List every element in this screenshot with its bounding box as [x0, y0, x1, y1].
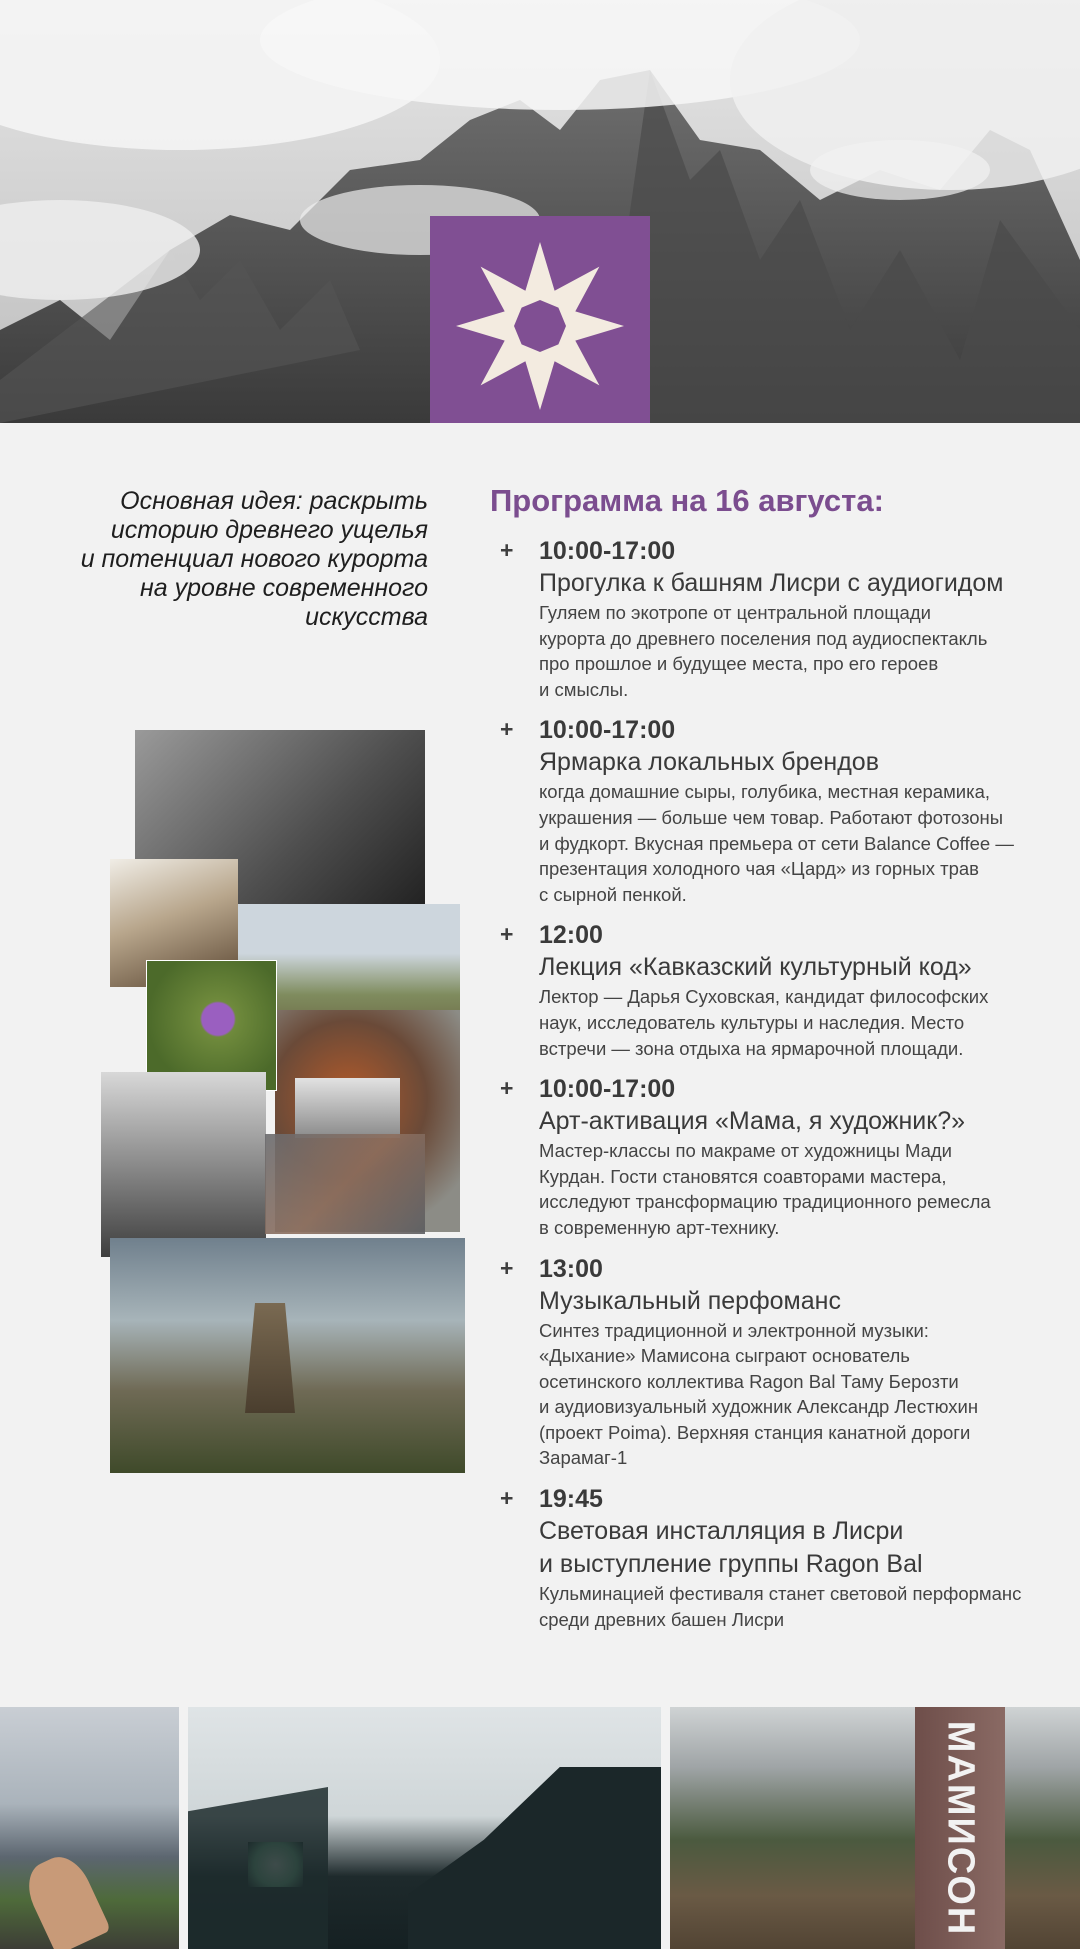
event-title: Арт-активация «Мама, я художник?»	[539, 1107, 966, 1136]
baskets-market-photo	[101, 1072, 266, 1257]
event-desc-line: Лектор — Дарья Суховская, кандидат философских	[539, 986, 989, 1008]
program-title: Программа на 16 августа:	[490, 483, 884, 518]
event-time: 10:00-17:00	[539, 1075, 676, 1104]
idea-line: на уровне современного	[140, 574, 428, 602]
program-event	[490, 535, 1070, 702]
program-event	[490, 919, 1070, 1061]
event-description	[539, 1318, 1070, 1472]
mountain-valley-hand-photo	[0, 1707, 179, 1949]
event-desc-line: встречи — зона отдыха на ярмарочной площади.	[539, 1037, 964, 1059]
event-desc-line: осетинского коллектива Ragon Bal Таму Берозти	[539, 1370, 959, 1392]
event-desc-line: в современную арт-технику.	[539, 1216, 780, 1238]
logo-badge	[430, 216, 650, 423]
event-title: Световая инсталляция в Лисри	[539, 1517, 904, 1546]
hero-mountain-photo	[0, 0, 1080, 423]
stone-texture-photo	[265, 1134, 425, 1234]
idea-line: и потенциал нового курорта	[80, 545, 428, 573]
plus-icon: +	[500, 716, 514, 743]
building-silhouette	[408, 1767, 661, 1949]
program-event	[490, 714, 1070, 907]
mamison-flag	[915, 1707, 1005, 1949]
event-time: 12:00	[539, 921, 603, 950]
plus-icon: +	[500, 921, 514, 948]
event-title: Музыкальный перфоманс	[539, 1286, 841, 1315]
event-desc-line: и смыслы.	[539, 678, 629, 700]
event-desc-line: исследуют трансформацию традиционного ремесла	[539, 1191, 991, 1213]
main-idea-text	[70, 487, 428, 632]
event-desc-line: презентация холодного чая «Цард» из горных трав	[539, 858, 979, 880]
event-desc-line: и фудкорт. Вкусная премьера от сети Balance Coffee —	[539, 832, 1014, 854]
event-desc-line: Синтез традиционной и электронной музыки:	[539, 1319, 929, 1341]
event-description	[539, 1138, 1070, 1240]
event-desc-line: Мастер-классы по макраме от художницы Мади	[539, 1140, 953, 1162]
idea-line: Основная идея: раскрыть	[120, 487, 428, 515]
mamison-flag-text: МАМИСОН	[939, 1720, 982, 1936]
event-desc-line: наук, исследователь культуры и наследия. Место	[539, 1011, 965, 1033]
event-desc-line: курорта до древнего поселения под аудиоспектакль	[539, 627, 988, 649]
event-desc-line: (проект Poima). Верхняя станция канатной дороги	[539, 1421, 971, 1443]
event-description	[539, 779, 1070, 907]
event-title: Прогулка к башням Лисри с аудиогидом	[539, 569, 1004, 597]
plus-icon: +	[500, 537, 514, 563]
event-desc-line: Кульминацией фестиваля станет световой перформанс	[539, 1583, 1022, 1605]
event-desc-line: и аудиовизуальный художник Александр Лестюхин	[539, 1396, 979, 1418]
modern-buildings-photo	[188, 1707, 661, 1949]
idea-line: историю древнего ущелья	[110, 516, 428, 544]
event-desc-line: среди древних башен Лисри	[539, 1608, 785, 1630]
plus-icon: +	[500, 1075, 514, 1102]
program-event	[490, 1483, 1070, 1632]
event-desc-line: когда домашние сыры, голубика, местная керамика,	[539, 781, 991, 803]
program-section	[490, 483, 1070, 1644]
event-desc-line: Зарамаг-1	[539, 1447, 628, 1469]
event-time: 10:00-17:00	[539, 716, 676, 745]
event-description	[539, 984, 1070, 1061]
event-desc-line: Гуляем по экотропе от центральной площади	[539, 602, 931, 623]
program-event	[490, 1073, 1070, 1240]
event-desc-line: украшения — больше чем товар. Работают фотозоны	[539, 806, 1004, 828]
event-desc-line: про прошлое и будущее места, про его героев	[539, 653, 939, 675]
raised-hand	[19, 1849, 111, 1949]
event-desc-line: «Дыхание» Мамисона сыграют основатель	[539, 1345, 910, 1367]
event-desc-line: с сырной пенкой.	[539, 883, 687, 905]
building-silhouette	[188, 1787, 328, 1949]
event-description	[539, 600, 1070, 702]
program-event	[490, 1253, 1070, 1472]
eight-point-star-icon	[455, 241, 625, 411]
event-time: 10:00-17:00	[539, 537, 676, 565]
event-time: 19:45	[539, 1485, 603, 1514]
ruins-photo	[295, 1078, 400, 1138]
event-desc-line: Курдан. Гости становятся соавторами мастера,	[539, 1165, 947, 1187]
bottom-photo-strip	[0, 1707, 1080, 1949]
idea-line: искусства	[305, 603, 428, 631]
event-description	[539, 1581, 1070, 1632]
event-title: Лекция «Кавказский культурный код»	[539, 953, 972, 982]
event-title: и выступление группы Ragon Bal	[539, 1550, 923, 1579]
plus-icon: +	[500, 1485, 514, 1512]
mamison-banner-photo	[670, 1707, 1080, 1949]
photo-collage	[100, 728, 470, 1488]
plus-icon: +	[500, 1254, 514, 1281]
event-title: Ярмарка локальных брендов	[539, 748, 879, 777]
event-time: 13:00	[539, 1254, 603, 1283]
